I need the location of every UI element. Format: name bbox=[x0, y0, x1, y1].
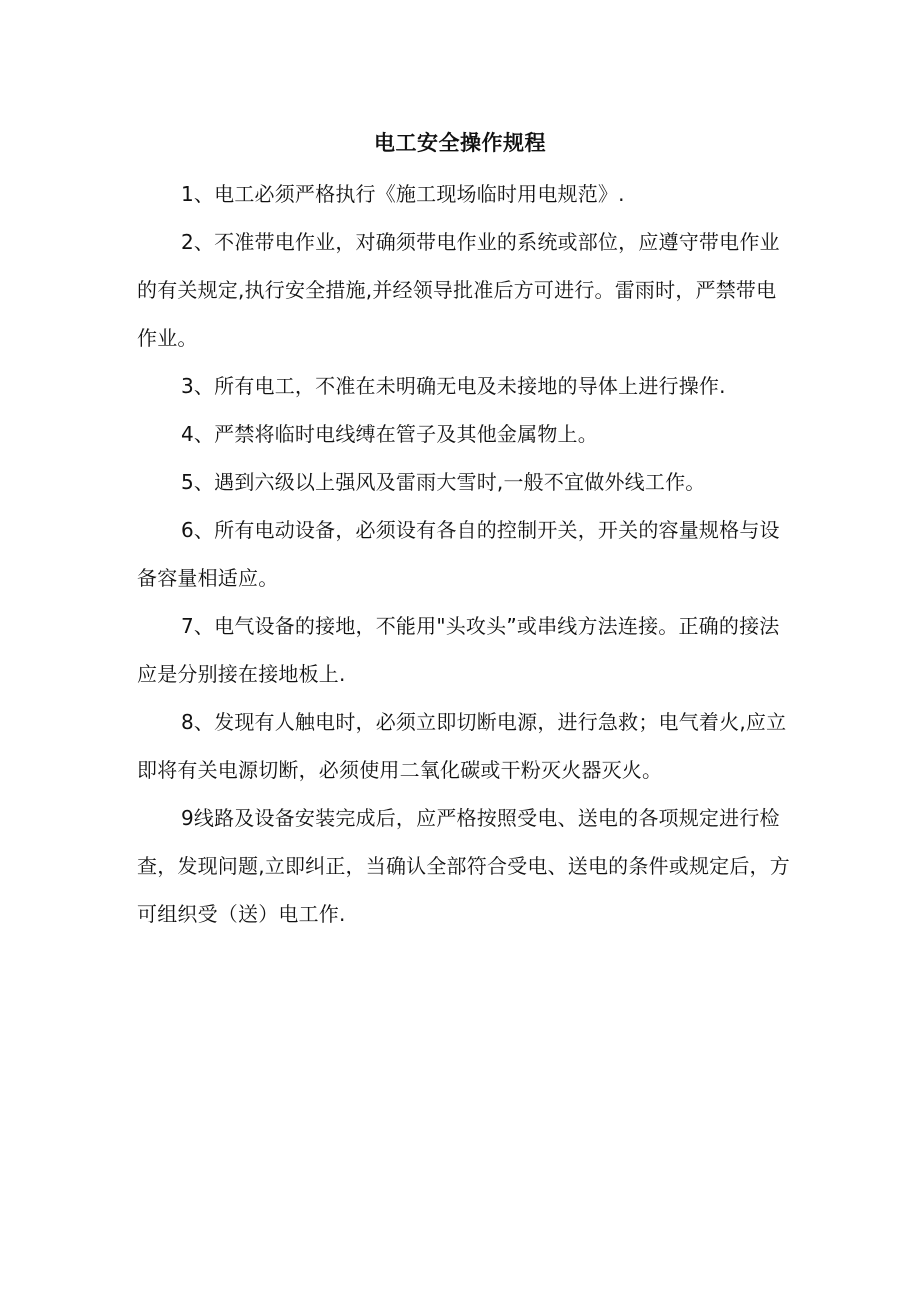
rule-item-8: 8、发现有人触电时，必须立即切断电源，进行急救；电气着火,应立即将有关电源切断，必须使用二氧化碳或干粉灭火器灭火。 bbox=[137, 710, 787, 782]
rule-item-9: 9线路及设备安装完成后，应严格按照受电、送电的各项规定进行检查，发现问题,立即纠正，当确认全部符合受电、送电的条件或规定后，方可组织受（送）电工作. bbox=[137, 806, 790, 926]
rules-list bbox=[137, 170, 791, 938]
rule-item-1: 1、电工必须严格执行《施工现场临时用电规范》. bbox=[181, 182, 625, 206]
rule-item-5: 5、遇到六级以上强风及雷雨大雪时,一般不宜做外线工作。 bbox=[181, 470, 706, 494]
rule-item-6: 6、所有电动设备，必须设有各自的控制开关，开关的容量规格与设备容量相适应。 bbox=[137, 518, 780, 590]
rule-item-7: 7、电气设备的接地，不能用"头攻头”或串线方法连接。正确的接法应是分别接在接地板上. bbox=[137, 614, 780, 686]
rule-item-2: 2、不准带电作业，对确须带电作业的系统或部位，应遵守带电作业的有关规定,执行安全措施,并经领导批准后方可进行。雷雨时，严禁带电作业。 bbox=[137, 230, 780, 350]
document-title: 电工安全操作规程 bbox=[374, 131, 546, 155]
rule-item-4: 4、严禁将临时电线缚在管子及其他金属物上。 bbox=[181, 422, 598, 446]
rule-item-3: 3、所有电工，不准在未明确无电及未接地的导体上进行操作. bbox=[181, 374, 726, 398]
